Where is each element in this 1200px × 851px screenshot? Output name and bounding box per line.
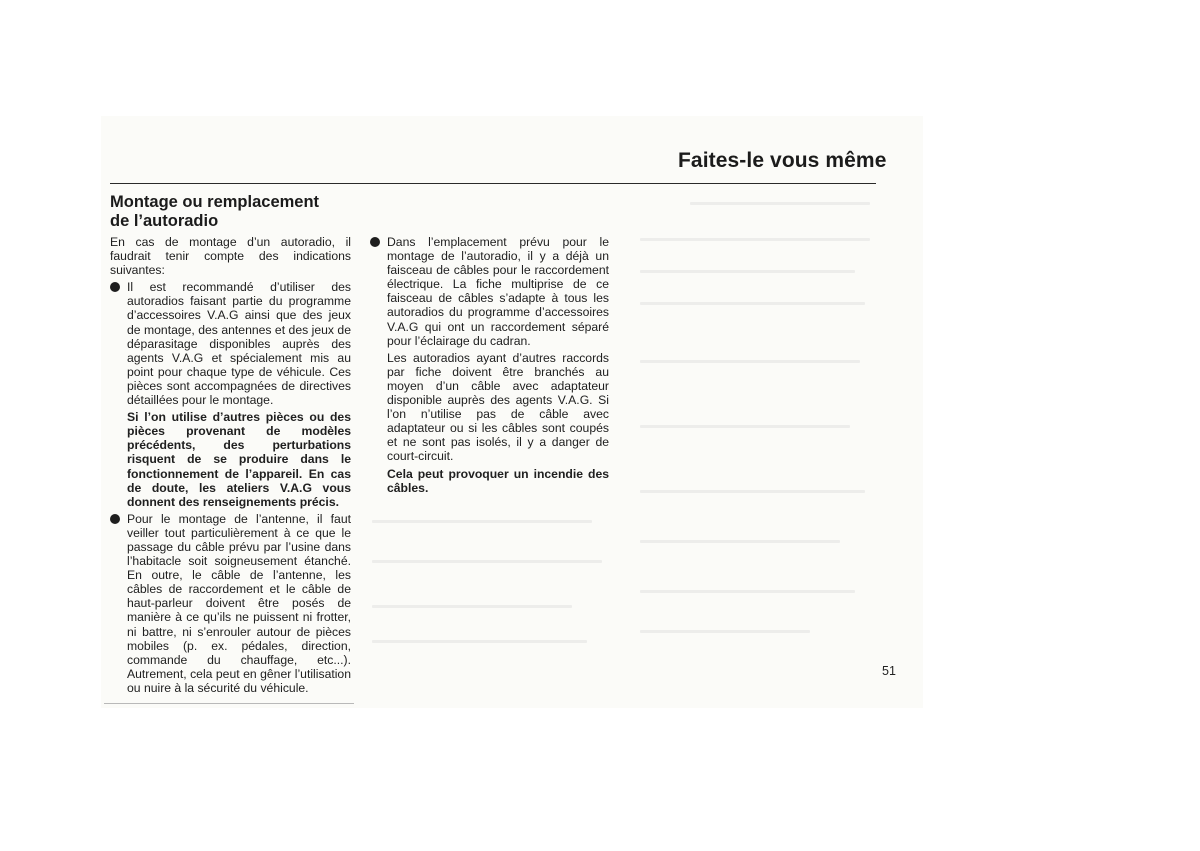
bleed-through-line [372,605,572,608]
title-rule [110,183,876,184]
left-column [110,235,351,698]
bleed-through-line [640,270,855,273]
bleed-through-line [372,520,592,523]
bullet-icon [110,282,120,292]
bleed-through-line [640,360,860,363]
bullet-text: Pour le montage de l’antenne, il faut veiller tout particulièrement à ce que le passage du câble prévu par l’usine dans l’habitacle soit soigneusement étanché. En outre, le câble de l’antenne, les câbles de raccordement et le câble de haut-parleur doivent être posés de manière à ce qu’ils ne puissent ni frotter, ni battre, ni s’enrouler autour de pièces mobiles (p. ex. pédales, direction, commande du chauffage, etc...). Autrement, cela peut en gêner l’utilisation ou nuire à la sécurité du véhicule. [127,511,351,695]
bleed-through-line [640,540,840,543]
bleed-through-line [640,238,870,241]
bleed-through-line [690,202,870,205]
warning-text: Si l’on utilise d’autres pièces ou des pièces provenant de modèles précédents, des perturbations risquent de se produire dans le fonctionnement de l’appareil. En cas de doute, les ateliers V.A.G vous donnent des renseignements précis. [127,410,351,509]
warning-block [110,410,351,509]
intro-paragraph: En cas de montage d’un autoradio, il faudrait tenir compte des indications suivantes: [110,235,351,278]
bleed-through-line [640,302,865,305]
adapter-paragraph: Les autoradios ayant d’autres raccords par fiche doivent être branchés au moyen d’un câble avec adaptateur disponible auprès des agents V.A.G. Si l’on n’utilise pas de câble avec adaptateur ou si les câbles sont coupés et ne sont pas isolés, il y a danger de court-circuit. [387,350,609,464]
fire-warning-text: Cela peut provoquer un incendie des câbles. [387,466,609,495]
bullet-icon [110,514,120,524]
bullet-item-accessories [110,280,351,407]
bottom-rule [104,703,354,704]
article-heading-line-2: de l’autoradio [110,212,219,230]
article-heading-line-1: Montage ou remplacement [110,193,320,211]
bleed-through-line [640,590,855,593]
fire-warning-block [370,467,609,495]
bullet-item-antenna [110,512,351,695]
bleed-through-line [372,640,587,643]
bullet-text: Il est recommandé d’utiliser des autoradios faisant partie du programme d’accessoires V.A.G ainsi que des jeux de montage, des antennes et des jeux de déparasitage disponibles auprès des agents V.A.G et spécialement mis au point pour chaque type de véhicule. Ces pièces sont accompagnées de directives détaillées pour le montage. [127,280,351,408]
page-number: 51 [882,664,896,678]
article-heading [110,193,360,231]
adapter-paragraph-block [370,351,609,464]
bleed-through-line [640,425,850,428]
right-column [370,235,609,498]
bleed-through-line [640,490,865,493]
bullet-text: Dans l’emplacement prévu pour le montage de l’autoradio, il y a déjà un faisceau de câbles pour le raccordement électrique. La fiche multiprise de ce faisceau de câbles s’adapte à tous les autoradios du programme d’accessoires V.A.G qui ont un raccordement séparé pour l’éclairage du cadran. [387,235,609,348]
bleed-through-line [640,630,810,633]
bleed-through-line [372,560,602,563]
bullet-icon [370,237,380,247]
bullet-item-wiring-harness [370,235,609,348]
section-title: Faites-le vous même [678,149,887,172]
